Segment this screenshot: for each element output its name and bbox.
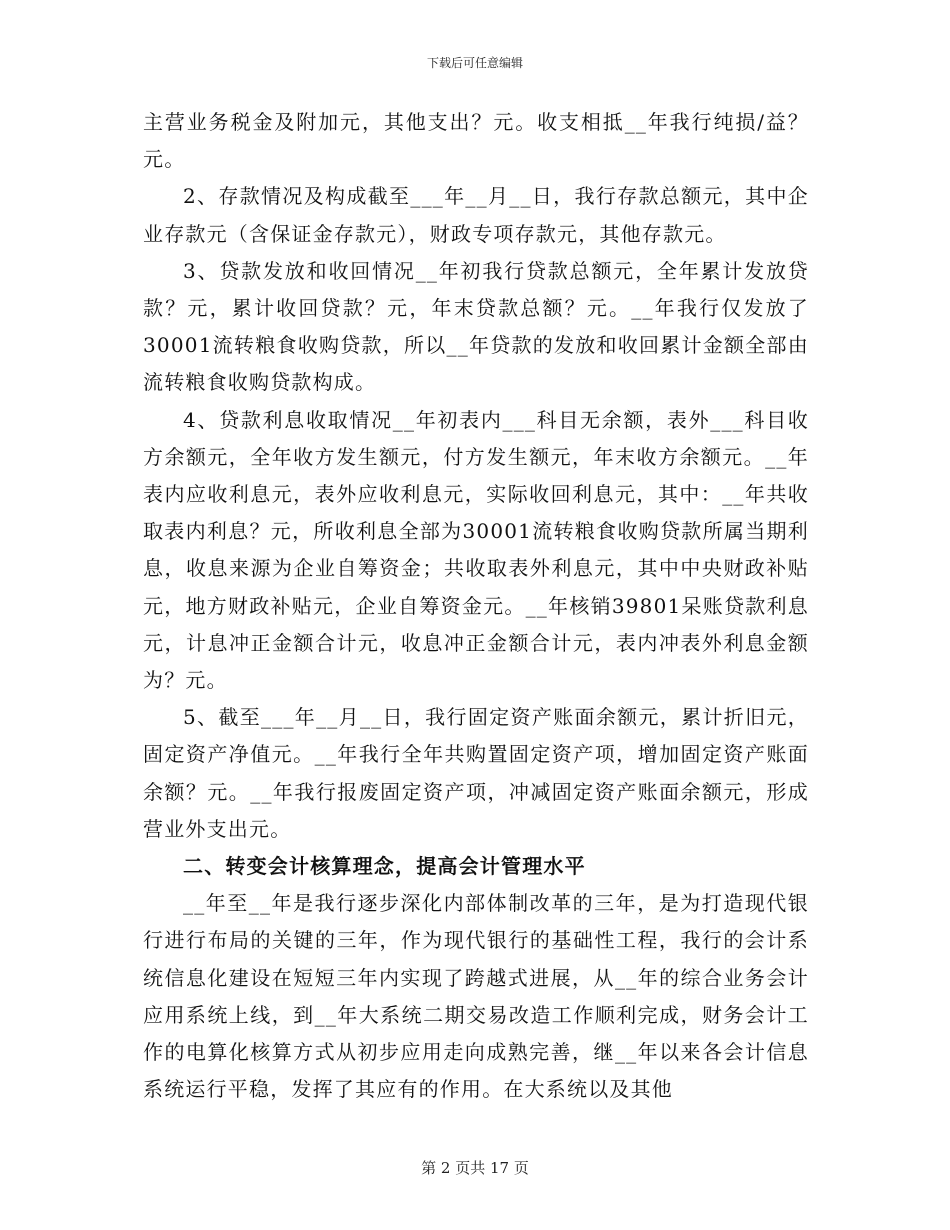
- paragraph-loan-issue: 3、贷款发放和收回情况__年初我行贷款总额元，全年累计发放贷款？元，累计收回贷款？元，年末贷款总额？元。__年我行仅发放了30001流转粮食收购贷款，所以__年贷款的发放和收回累计金额全部由流转粮食收购贷款构成。: [143, 258, 809, 395]
- paragraph-accounting-reform: __年至__年是我行逐步深化内部体制改革的三年，是为打造现代银行进行布局的关键的三年，作为现代银行的基础性工程，我行的会计系统信息化建设在短短三年内实现了跨越式进展，从__年的综合业务会计应用系统上线，到__年大系统二期交易改造工作顺利完成，财务会计工作的电算化核算方式从初步应用走向成熟完善，继__年以来各会计信息系统运行平稳，发挥了其应有的作用。在大系统以及其他: [143, 891, 809, 1102]
- page-header: 下载后可任意编辑: [426, 56, 523, 70]
- page-footer: 第 2 页共 17 页: [421, 1159, 529, 1177]
- paragraph-deposit: 2、存款情况及构成截至___年__月__日，我行存款总额元，其中企业存款元（含保证金存款元），财政专项存款元，其他存款元。: [143, 184, 809, 246]
- section-heading: 二、转变会计核算理念，提高会计管理水平: [183, 854, 586, 879]
- paragraph-continued: 主营业务税金及附加元，其他支出？元。收支相抵__年我行纯损/益？元。: [143, 110, 809, 172]
- document-body: [143, 104, 809, 1108]
- paragraph-loan-interest: 4、贷款利息收取情况__年初表内___科目无余额，表外___科目收方余额元，全年收方发生额元，付方发生额元，年末收方余额元。__年表内应收利息元，表外应收利息元，实际收回利息元，其中：__年共收取表内利息？元，所收利息全部为30001流转粮食收购贷款所属当期利息，收息来源为企业自筹资金；共收取表外利息元，其中中央财政补贴元，地方财政补贴元，企业自筹资金元。__年核销39801呆账贷款利息元，计息冲正金额合计元，收息冲正金额合计元，表内冲表外利息金额为？元。: [143, 407, 809, 693]
- paragraph-fixed-assets: 5、截至___年__月__日，我行固定资产账面余额元，累计折旧元，固定资产净值元。__年我行全年共购置固定资产项，增加固定资产账面余额？元。__年我行报废固定资产项，冲减固定资产账面余额元，形成营业外支出元。: [143, 705, 809, 841]
